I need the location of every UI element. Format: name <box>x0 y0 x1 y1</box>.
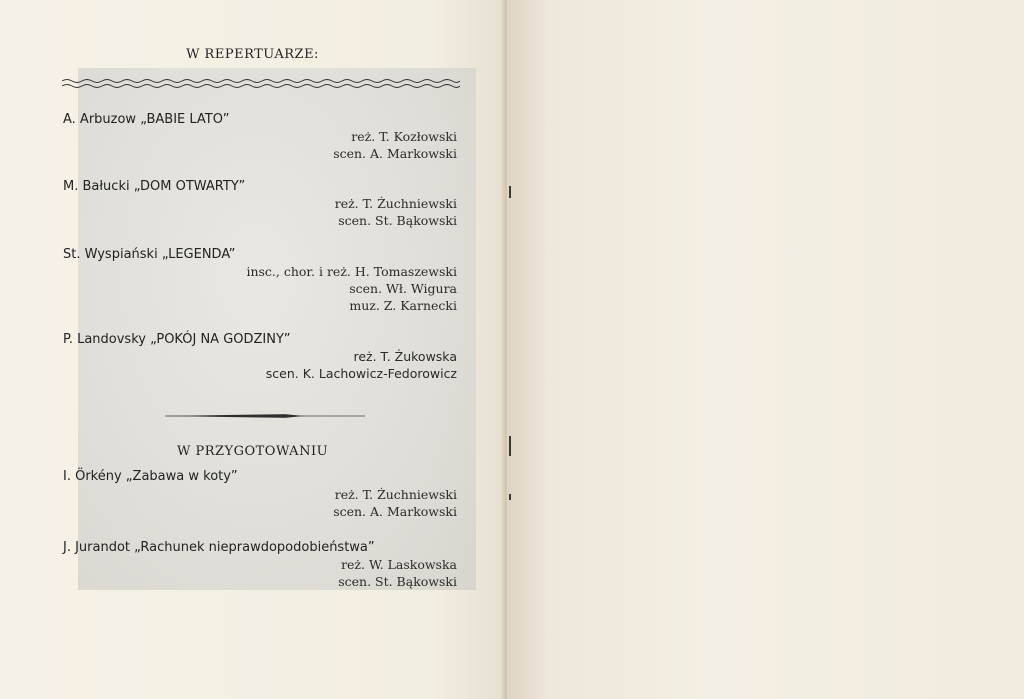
credit-line: scen. St. Bąkowski <box>338 574 457 589</box>
play-title-legenda: St. Wyspiański „LEGENDA” <box>63 247 236 262</box>
credit-line: reż. W. Laskowska <box>341 557 457 572</box>
credit-line: scen. St. Bąkowski <box>338 213 457 228</box>
play-title-pokoj-na-godziny: P. Landovsky „POKÓJ NA GODZINY” <box>63 332 291 347</box>
credit-line: muz. Z. Karnecki <box>349 298 457 313</box>
play-title-rachunek: J. Jurandot „Rachunek nieprawdopodobieństwa” <box>63 540 375 555</box>
right-page-blank <box>507 0 1024 699</box>
credit-line: reż. T. Żuchniewski <box>334 487 457 502</box>
play-title-babie-lato: A. Arbuzow „BABIE LATO” <box>63 112 230 127</box>
credit-line: scen. Wł. Wigura <box>349 281 457 296</box>
credit-line: scen. A. Markowski <box>333 504 457 519</box>
preparation-heading: W PRZYGOTOWANIU <box>176 444 329 459</box>
credit-line: reż. T. Kozłowski <box>351 129 457 144</box>
credit-line: scen. K. Lachowicz-Fedorowicz <box>265 366 457 381</box>
repertoire-heading: W REPERTUARZE: <box>186 47 319 62</box>
credit-line: reż. T. Żukowska <box>353 349 457 364</box>
tapered-rule-divider <box>165 412 365 420</box>
credit-line: insc., chor. i reż. H. Tomaszewski <box>246 264 457 279</box>
play-title-zabawa-w-koty: I. Örkény „Zabawa w koty” <box>63 469 238 484</box>
play-title-dom-otwarty: M. Bałucki „DOM OTWARTY” <box>63 179 246 194</box>
binding-stitch <box>509 186 511 198</box>
left-page <box>0 0 505 699</box>
credit-line: reż. T. Żuchniewski <box>334 196 457 211</box>
credit-line: scen. A. Markowski <box>333 146 457 161</box>
wavy-rule-divider <box>62 77 460 91</box>
binding-stitch <box>509 494 511 500</box>
binding-stitch <box>509 436 511 456</box>
